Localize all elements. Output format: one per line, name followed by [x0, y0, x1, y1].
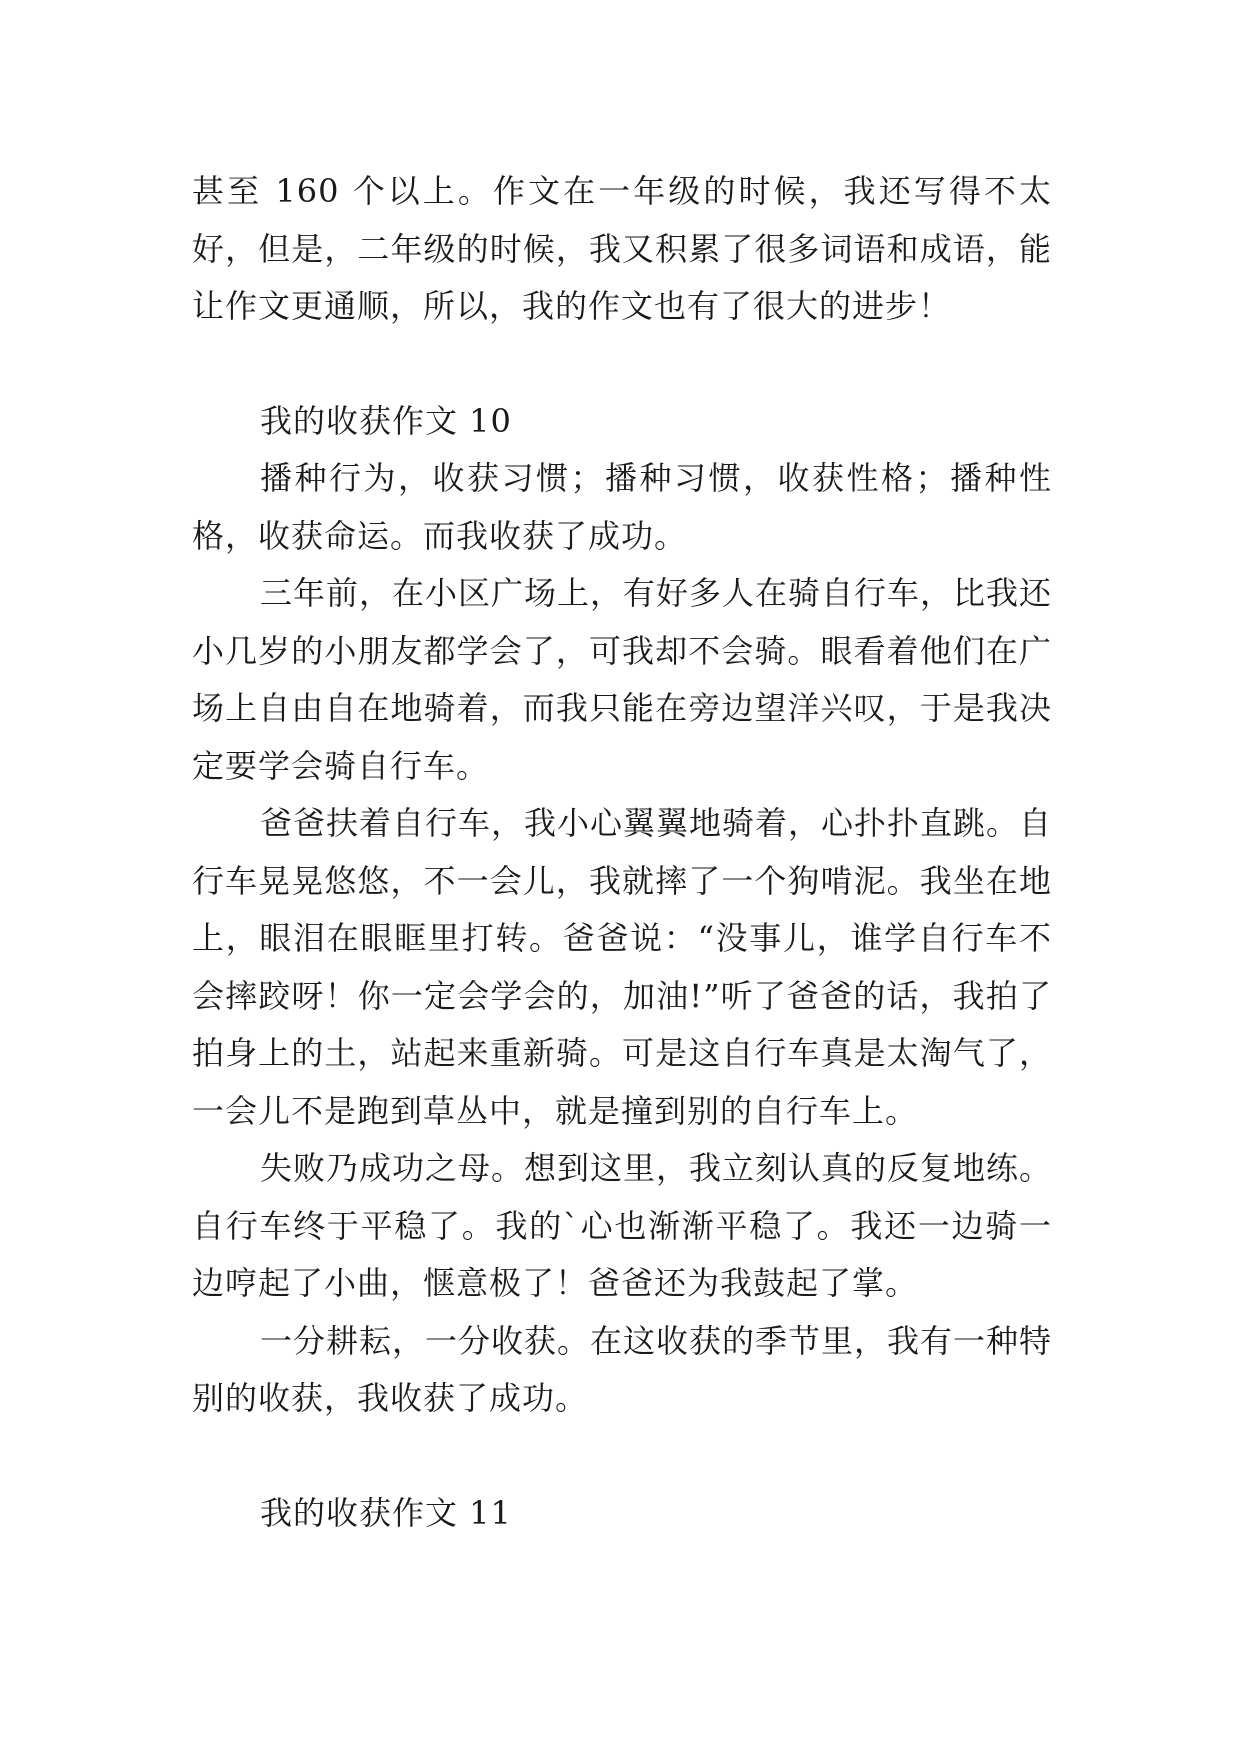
- essay-10-paragraph-3: 爸爸扶着自行车，我小心翼翼地骑着，心扑扑直跳。自行车晃晃悠悠，不一会儿，我就摔了一个狗啃泥。我坐在地上，眼泪在眼眶里打转。爸爸说：“没事儿，谁学自行车不会摔跤呀！你一定会学会的，加油!”听了爸爸的话，我拍了拍身上的土，站起来重新骑。可是这自行车真是太淘气了，一会儿不是跑到草丛中，就是撞到别的自行车上。: [192, 804, 1053, 1130]
- section-spacer: [192, 336, 1052, 393]
- essay-11-title: 我的收获作文 11: [260, 1493, 512, 1532]
- essay-10-paragraph-1: 播种行为，收获习惯；播种习惯，收获性格；播种性格，收获命运。而我收获了成功。: [192, 459, 1052, 555]
- essay-10-paragraph-2: 三年前，在小区广场上，有好多人在骑自行车，比我还小几岁的小朋友都学会了，可我却不会骑。眼看着他们在广场上自由自在地骑着，而我只能在旁边望洋兴叹，于是我决定要学会骑自行车。: [192, 574, 1053, 785]
- intro-paragraph: 甚至 160 个以上。作文在一年级的时候，我还写得不太好，但是，二年级的时候，我又积累了很多词语和成语，能让作文更通顺，所以，我的作文也有了很大的进步！: [192, 172, 1052, 325]
- document-body: [192, 163, 1052, 1542]
- essay-10-paragraph-5: 一分耕耘，一分收获。在这收获的季节里，我有一种特别的收获，我收获了成功。: [192, 1321, 1053, 1417]
- essay-10-paragraph-4: 失败乃成功之母。想到这里，我立刻认真的反复地练。自行车终于平稳了。我的`心也渐渐平稳了。我还一边骑一边哼起了小曲，惬意极了！爸爸还为我鼓起了掌。: [192, 1149, 1053, 1302]
- essay-10-title: 我的收获作文 10: [260, 401, 512, 440]
- section-spacer: [192, 1428, 1052, 1485]
